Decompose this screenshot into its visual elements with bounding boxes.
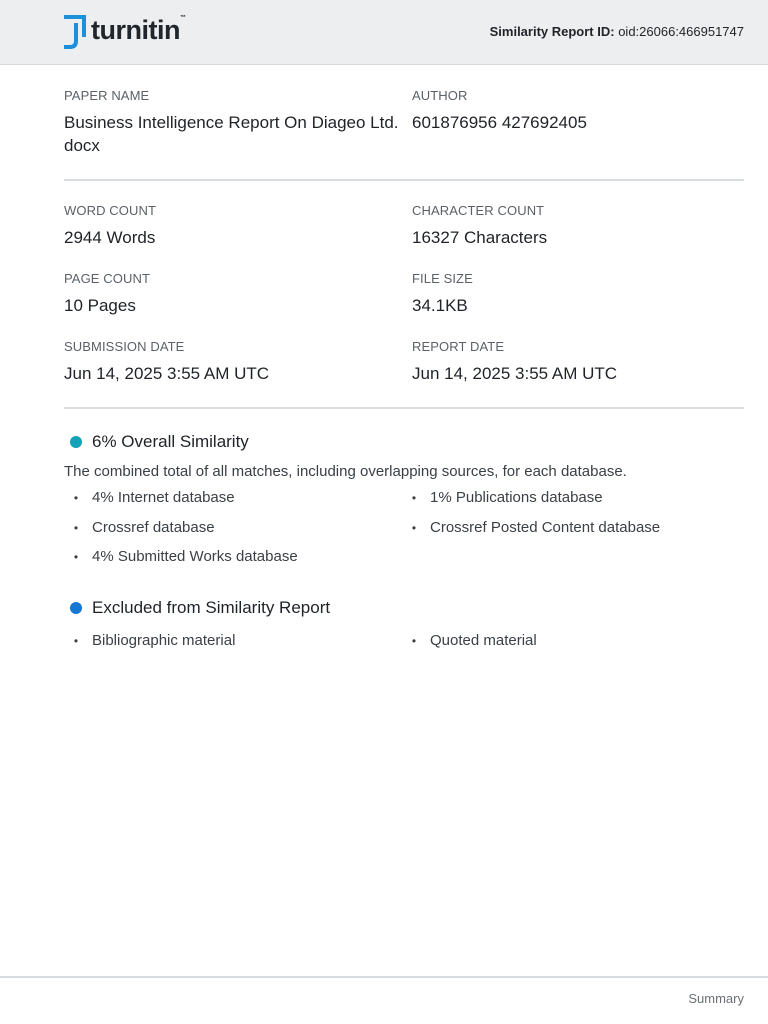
bullet-icon: • bbox=[73, 634, 79, 648]
source-label: 4% Internet database bbox=[92, 489, 235, 506]
word-count-field bbox=[64, 203, 404, 249]
source-label: 1% Publications database bbox=[430, 489, 603, 506]
divider bbox=[64, 407, 744, 409]
character-count-field bbox=[412, 203, 752, 249]
submission-date-label: SUBMISSION DATE bbox=[64, 339, 185, 354]
bullet-icon: • bbox=[411, 634, 417, 648]
excluded-dot-icon bbox=[70, 602, 82, 614]
bullet-icon: • bbox=[73, 521, 79, 535]
excluded-heading bbox=[70, 597, 330, 619]
word-count-label: WORD COUNT bbox=[64, 203, 156, 218]
similarity-dot-icon bbox=[70, 436, 82, 448]
source-label: Crossref database bbox=[92, 519, 215, 536]
excluded-item-label: Bibliographic material bbox=[92, 632, 236, 649]
similarity-description: The combined total of all matches, including overlapping sources, for each database. bbox=[64, 463, 627, 480]
paper-name-value: Business Intelligence Report On Diageo Ltd.docx bbox=[64, 113, 399, 155]
footer-divider bbox=[0, 976, 768, 978]
logo-wordmark: turnitin™ bbox=[91, 14, 186, 45]
page-count-field bbox=[64, 271, 404, 317]
source-label: Crossref Posted Content database bbox=[430, 519, 661, 536]
character-count-label: CHARACTER COUNT bbox=[412, 203, 545, 218]
list-item bbox=[70, 631, 235, 651]
bullet-icon: • bbox=[411, 521, 417, 535]
trademark-symbol: ™ bbox=[179, 14, 186, 21]
list-item bbox=[70, 547, 298, 567]
submission-date-field bbox=[64, 339, 404, 385]
file-size-label: FILE SIZE bbox=[412, 271, 473, 286]
bullet-icon: • bbox=[73, 491, 79, 505]
similarity-report-id bbox=[490, 24, 744, 39]
list-item bbox=[70, 488, 235, 508]
excluded-item-label: Quoted material bbox=[430, 632, 537, 649]
turnitin-logo bbox=[63, 13, 185, 51]
author-field bbox=[412, 88, 752, 134]
submission-date-value: Jun 14, 2025 3:55 AM UTC bbox=[64, 364, 270, 383]
bullet-icon: • bbox=[411, 491, 417, 505]
character-count-value: 16327 Characters bbox=[412, 228, 548, 247]
list-item bbox=[408, 631, 537, 651]
report-date-label: REPORT DATE bbox=[412, 339, 505, 354]
list-item bbox=[408, 488, 603, 508]
overall-similarity-title: 6% Overall Similarity bbox=[92, 432, 249, 451]
footer-summary-label: Summary bbox=[688, 991, 744, 1006]
excluded-title: Excluded from Similarity Report bbox=[92, 598, 331, 617]
source-label: 4% Submitted Works database bbox=[92, 548, 298, 565]
report-date-field bbox=[412, 339, 752, 385]
word-count-value: 2944 Words bbox=[64, 228, 156, 247]
author-value: 601876956 427692405 bbox=[412, 113, 587, 132]
overall-similarity-heading bbox=[70, 431, 249, 453]
list-item bbox=[70, 518, 215, 538]
turnitin-mark-icon bbox=[63, 14, 87, 50]
file-size-field bbox=[412, 271, 752, 317]
paper-name-field bbox=[64, 88, 400, 157]
report-header bbox=[0, 0, 768, 65]
report-date-value: Jun 14, 2025 3:55 AM UTC bbox=[412, 364, 618, 383]
page-count-value: 10 Pages bbox=[64, 296, 136, 315]
list-item bbox=[408, 518, 660, 538]
report-id-label: Similarity Report ID: bbox=[489, 24, 615, 39]
bullet-icon: • bbox=[73, 550, 79, 564]
divider bbox=[64, 179, 744, 181]
file-size-value: 34.1KB bbox=[412, 296, 468, 315]
page-count-label: PAGE COUNT bbox=[64, 271, 150, 286]
author-label: AUTHOR bbox=[412, 88, 468, 103]
paper-name-label: PAPER NAME bbox=[64, 88, 150, 103]
report-id-value: oid:26066:466951747 bbox=[618, 24, 744, 39]
